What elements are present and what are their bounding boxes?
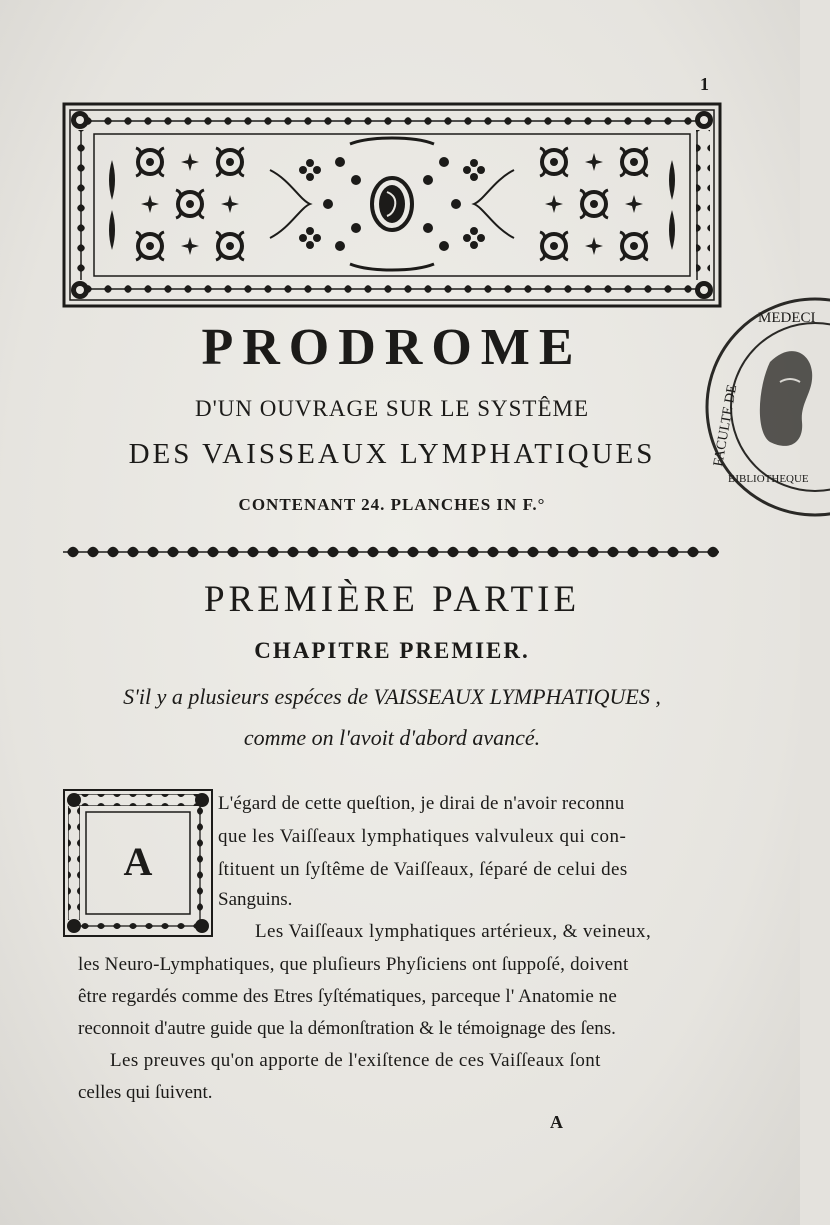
stamp-text-top: MEDECI — [758, 310, 816, 326]
signature-mark: A — [550, 1112, 563, 1132]
body-line: celles qui ſuivent. — [78, 1082, 213, 1103]
stamp-text-side: FACULTE DE — [711, 383, 741, 468]
floral-divider-icon — [63, 542, 719, 562]
drop-cap-letter: A — [123, 839, 153, 884]
chapter-subtitle-line-1: S'il y a plusieurs espéces de VAISSEAUX LYMPHATIQUES , — [123, 684, 661, 709]
title-subline-2: DES VAISSEAUX LYMPHATIQUES — [128, 438, 656, 470]
title-subline-3: CONTENANT 24. PLANCHES IN F.° — [238, 495, 546, 514]
chapter-subtitle-line-2: comme on l'avoit d'abord avancé. — [243, 725, 541, 750]
book-title: PRODROME — [201, 319, 583, 376]
body-line: Les preuves qu'on apporte de l'exiſtence de ces Vaiſſeaux ſont — [110, 1050, 601, 1071]
title-subline-1: D'UN OUVRAGE SUR LE SYSTÊME — [194, 396, 590, 421]
body-line: L'égard de cette queſtion, je dirai de n'avoir reconnu — [218, 793, 625, 814]
chapter-title: CHAPITRE PREMIER. — [254, 638, 530, 663]
body-line: ſtituent un ſyſtême de Vaiſſeaux, ſéparé de celui des — [218, 859, 628, 880]
body-line: que les Vaiſſeaux lymphatiques valvuleux qui con- — [218, 826, 627, 847]
body-line: Sanguins. — [218, 889, 293, 910]
floral-headpiece-icon — [60, 100, 724, 310]
page-number: 1 — [700, 74, 709, 94]
body-line: être regardés comme des Etres ſyſtématiques, parceque l' Anatomie ne — [78, 986, 617, 1007]
body-line: les Neuro-Lymphatiques, que pluſieurs Phyſiciens ont ſuppoſé, doivent — [78, 954, 629, 975]
body-line: Les Vaiſſeaux lymphatiques artérieux, & veineux, — [255, 921, 652, 942]
stamp-text-bottom: BIBLIOTHEQUE — [728, 473, 809, 485]
body-line: reconnoit d'autre guide que la démonſtration & le témoignage des ſens. — [78, 1018, 616, 1039]
part-title: PREMIÈRE PARTIE — [203, 579, 581, 620]
cameo-medallion-icon — [372, 178, 412, 230]
